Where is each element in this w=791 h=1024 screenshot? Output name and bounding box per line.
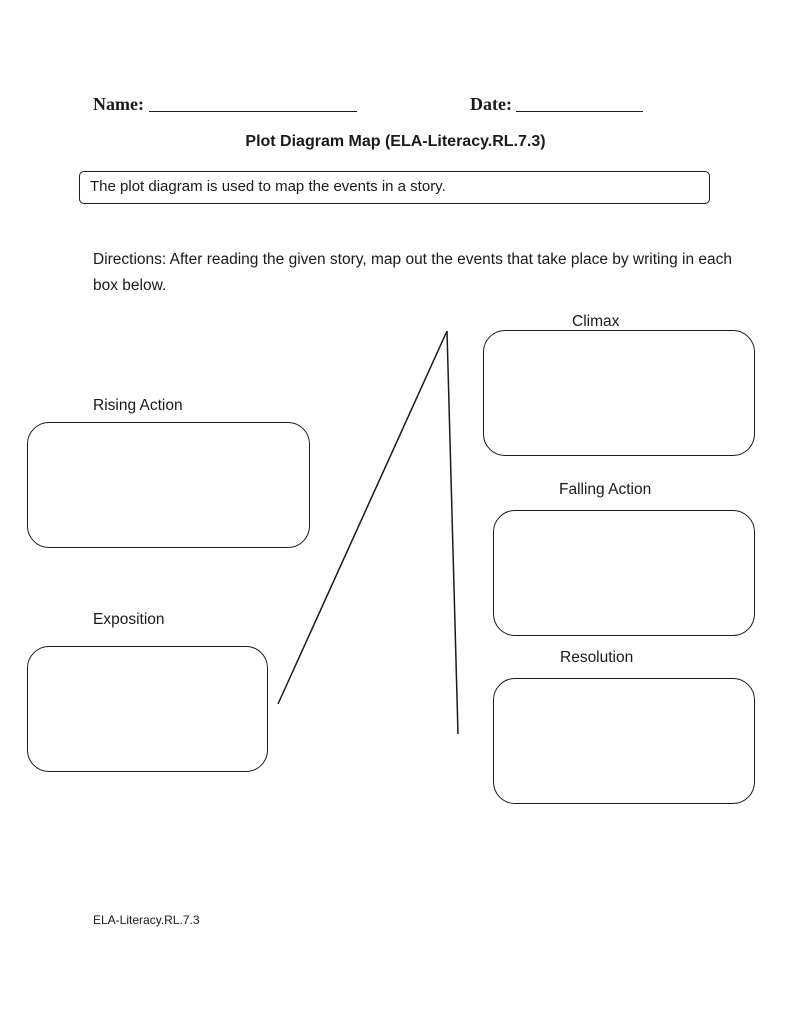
falling-action-box[interactable] (493, 510, 755, 636)
date-label: Date: (470, 94, 512, 114)
exposition-label: Exposition (93, 611, 165, 628)
falling-line (447, 331, 458, 734)
name-label: Name: (93, 94, 144, 114)
rising-action-box[interactable] (27, 422, 310, 548)
directions-text: Directions: After reading the given story, map out the events that take place by writing in each box below. (93, 251, 733, 294)
climax-box[interactable] (483, 330, 755, 456)
intro-text: The plot diagram is used to map the events in a story. (90, 178, 446, 195)
resolution-label: Resolution (560, 649, 634, 666)
rising-action-label: Rising Action (93, 397, 183, 414)
climax-label: Climax (572, 313, 620, 330)
exposition-box[interactable] (27, 646, 268, 772)
falling-action-label: Falling Action (559, 481, 652, 498)
page-title: Plot Diagram Map (ELA-Literacy.RL.7.3) (245, 133, 546, 150)
resolution-box[interactable] (493, 678, 755, 804)
footer-standard: ELA-Literacy.RL.7.3 (93, 913, 200, 927)
